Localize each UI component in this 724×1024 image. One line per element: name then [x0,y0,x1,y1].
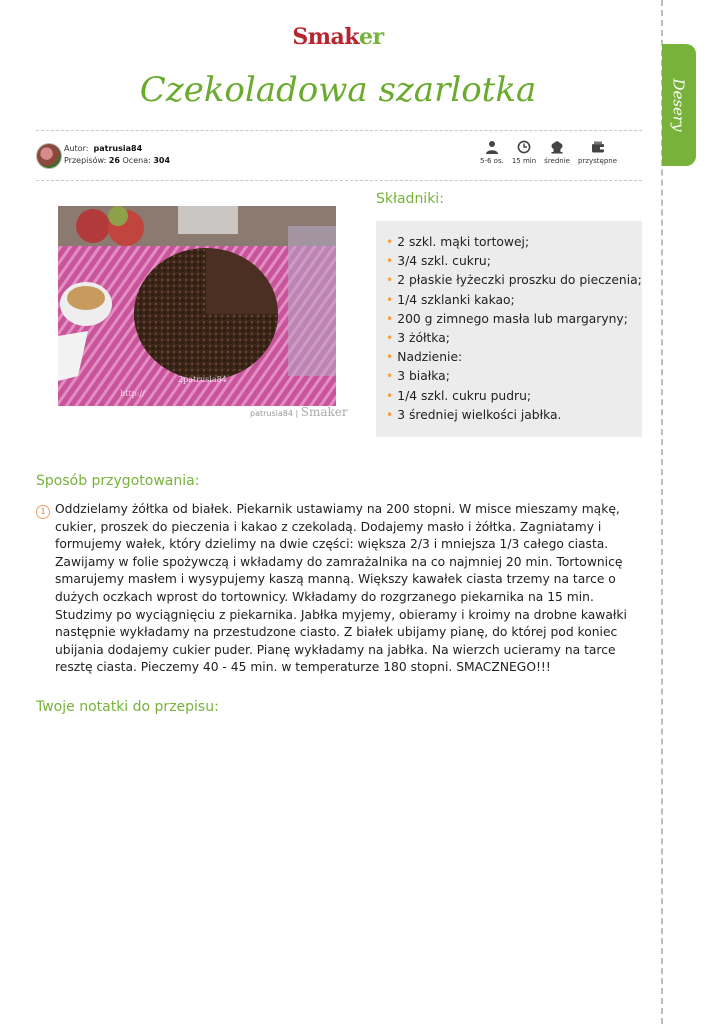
author-avatar[interactable] [36,143,62,169]
ingredient-item: • 3/4 szkl. cukru; [386,252,642,271]
recipes-label: Przepisów: [64,156,107,165]
difficulty-meta [544,140,570,165]
logo-accent: er [359,24,384,50]
smaker-logo[interactable] [0,24,676,50]
servings-meta [480,140,504,165]
recipe-photo [58,206,336,406]
step-text: Oddzielamy żółtka od białek. Piekarnik ustawiamy na 200 stopni. W misce mieszamy mąkę, cukier, proszek do pieczenia i kakao z czekoladą. Dodajemy masło i żółtka. Zagniatamy i formujemy wałek, który dzielimy na dwie części: większa 2/3 i mniejsza 1/3 całego ciasta. Zawijamy w folie spożywczą i wkładamy do zamrażalnika na co najmniej 20 min. Tortownicę smarujemy masłem i wysypujemy kaszą manną. Większy kawałek ciasta trzemy na tarce o dużych oczkach wprost do tortownicy. Wkładamy do rozgrzanego piekarnika na 15 min. Studzimy po wyciągnięciu z piekarnika. Jabłka myjemy, obieramy i kroimy na drobne kawałki następnie wykładamy na przestudzone ciasto. Z białek ubijamy pianę, do której pod koniec ubijania dodajemy cukier puder. Pianę wykładamy na jabłka. Na wierzch ucieramy na tarce resztę ciasta. Pieczemy 40 - 45 min. w temperaturze 180 stopni. SMACZNEGO!!! [55,502,627,675]
recipe-meta [480,140,617,165]
category-tab-label: Desery [670,78,688,132]
photo-caption: patrusia84 | Smaker [250,405,348,419]
photo-watermark-url: http:// [120,389,145,398]
photo-caption-brand: Smaker [300,405,348,419]
person-icon [485,140,499,154]
recipes-count: 26 [108,156,120,165]
preparation-title: Sposób przygotowania: [36,473,200,489]
ingredient-item: • 3 białka; [386,367,642,386]
rating-value: 304 [153,156,171,165]
difficulty-label: średnie [544,157,570,165]
cake-photo-illustration [58,206,336,406]
ingredient-item: • 3 średniej wielkości jabłka. [386,406,642,425]
price-meta [578,140,617,165]
step-number: 1 [36,505,50,519]
ingredient-item: • 200 g zimnego masła lub margaryny; [386,310,642,329]
ingredients-box [376,221,642,437]
ingredient-item: • 2 płaskie łyżeczki proszku do pieczenia; [386,271,642,290]
ingredient-item: • 1/4 szkl. cukru pudru; [386,387,642,406]
photo-watermark: 2patrusia84 [178,375,227,384]
recipe-title: Czekoladowa szarlotka [139,70,537,110]
divider-top [36,130,642,131]
ingredient-item: • 3 żółtka; [386,329,642,348]
divider-bottom [36,180,642,181]
time-label: 15 min [511,157,537,165]
ingredient-item: • 1/4 szklanki kakao; [386,291,642,310]
logo-main: Smak [292,24,360,50]
author-label: Autor: [64,144,89,153]
time-meta [512,140,536,165]
author-info [64,143,170,167]
author-name[interactable]: patrusia84 [93,144,143,153]
price-label: przystępne [577,157,618,165]
chef-hat-icon [550,140,564,154]
ingredients-list [386,233,642,425]
clock-icon [517,140,531,154]
ingredient-item: • 2 szkl. mąki tortowej; [386,233,642,252]
ingredient-item: • Nadzienie: [386,348,642,367]
wallet-icon [591,140,605,154]
servings-label: 5-6 os. [480,157,504,165]
notes-title: Twoje notatki do przepisu: [36,699,219,715]
ingredients-title: Składniki: [376,191,444,207]
rating-label: Ocena: [122,156,151,165]
photo-caption-user: patrusia84 [250,409,293,418]
